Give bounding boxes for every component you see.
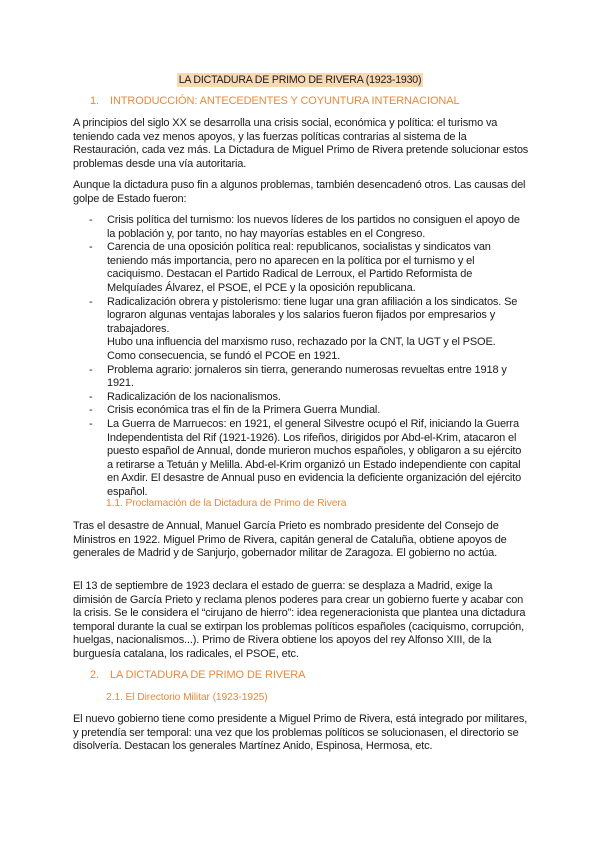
section-1-heading [90,95,460,107]
document-title: LA DICTADURA DE PRIMO DE RIVERA (1923-1930) [178,74,422,86]
section-2-number: 2. [90,669,99,681]
paragraph-directorio: El nuevo gobierno tiene como presidente a Miguel Primo de Rivera, está integrado por militares, y pretendía ser temporal: una vez que los problemas políticos se solucionasen, el directorio se disolvería. Destacan los generales Martínez Anido, Espinosa, Hermosa, etc. [73,713,528,753]
list-item [73,214,523,241]
list-dash: - [89,390,93,403]
causes-list [73,214,523,499]
section-2-title: LA DICTADURA DE PRIMO DE RIVERA [110,669,306,681]
title-wrap [0,70,600,88]
list-dash: - [89,417,93,430]
list-item [73,391,523,405]
paragraph-coup: El 13 de septiembre de 1923 declara el estado de guerra: se desplaza a Madrid, exige la dimisión de García Prieto y reclama plenos poderes para crear un gobierno fuerte y acabar con la crisis. Se le considera el “cirujano de hierro”: idea regeneracionista que plantea una dictadura temporal durante la cual se extirpan los problemas políticos españoles (caciquismo, corrupción, huelgas, nacionalismos...). Primo de Rivera obtiene los apoyos del rey Alfonso XIII, de la burguesía catalana, los radicales, el PSOE, etc. [73,580,526,660]
section-2-heading [90,669,305,681]
subsection-1-1-heading: 1.1. Proclamación de la Dictadura de Primo de Rivera [106,498,347,509]
list-item-text: Radicalización de los nacionalismos. [107,390,281,403]
list-item-text: Carencia de una oposición política real: republicanos, socialistas y sindicatos van teniendo más importancia, pero no aparecen en la política por el turnismo y el caciquismo. Destacan el Partido Radical de Lerroux, el Partido Reformista de Melquíades Álvarez, el PSOE, el PCE y la oposición republicana. [107,241,491,294]
list-item [73,418,523,500]
list-dash: - [89,241,93,254]
list-item [73,404,523,418]
list-item-continuation: Hubo una influencia del marxismo ruso, rechazado por la CNT, la UGT y el PSOE. Como consecuencia, se fundó el PCOE en 1921. [107,336,496,362]
list-item [73,241,523,295]
list-item-text: Crisis política del turnismo: los nuevos líderes de los partidos no consiguen el apoyo de la población y, por tanto, no hay mayorías estables en el Congreso. [107,214,520,240]
list-item-text: Crisis económica tras el fin de la Primera Guerra Mundial. [107,404,381,417]
paragraph-intro: A principios del siglo XX se desarrolla una crisis social, económica y política: el turismo va teniendo cada vez menos apoyos, y las fuerzas políticas contrarias al sistema de la Restauración, cada vez más. La Dictadura de Miguel Primo de Rivera pretende solucionar estos problemas desde una vía autoritaria. [73,117,529,170]
list-dash: - [89,214,93,226]
list-item [73,296,523,364]
paragraph-annual: Tras el desastre de Annual, Manuel García Prieto es nombrado presidente del Consejo de Ministros en 1922. Miguel Primo de Rivera, capitán general de Cataluña, obtiene apoyos de generales de Madrid y de Sanjurjo, gobernador militar de Zaragoza. El gobierno no actúa. [73,520,507,560]
section-1-title: INTRODUCCIÓN: ANTECEDENTES Y COYUNTURA INTERNACIONAL [110,95,460,107]
list-item-text: Problema agrario: jornaleros sin tierra, generando numerosas revueltas entre 1918 y 1921. [107,363,507,390]
list-dash: - [89,404,93,417]
paragraph-causes-intro: Aunque la dictadura puso fin a algunos problemas, también desencadenó otros. Las causas del golpe de Estado fueron: [73,179,526,205]
list-item-text: La Guerra de Marruecos: en 1921, el general Silvestre ocupó el Rif, iniciando la Guerra Independentista del Rif (1921-1926). Los rifeños, dirigidos por Abd-el-Krim, atacaron el puesto español de Annual, donde murieron muchos españoles, y obligaron a su ejército a retirarse a Tetuán y Melilla. Abd-el-Krim organizó un Estado independiente con capital en Axdir. El desastre de Annual puso en evidencia la deficiente organización del ejército español. [107,417,522,498]
list-item [73,364,523,391]
list-dash: - [89,295,93,308]
section-1-number: 1. [90,95,99,107]
list-dash: - [89,363,93,376]
list-item-text: Radicalización obrera y pistolerismo: tiene lugar una gran afiliación a los sindicatos. Se lograron algunas ventajas laborales y los salarios fueron fijados por empresarios y trabajadores. [107,295,518,335]
subsection-2-1-heading: 2.1. El Directorio Militar (1923-1925) [106,692,268,703]
